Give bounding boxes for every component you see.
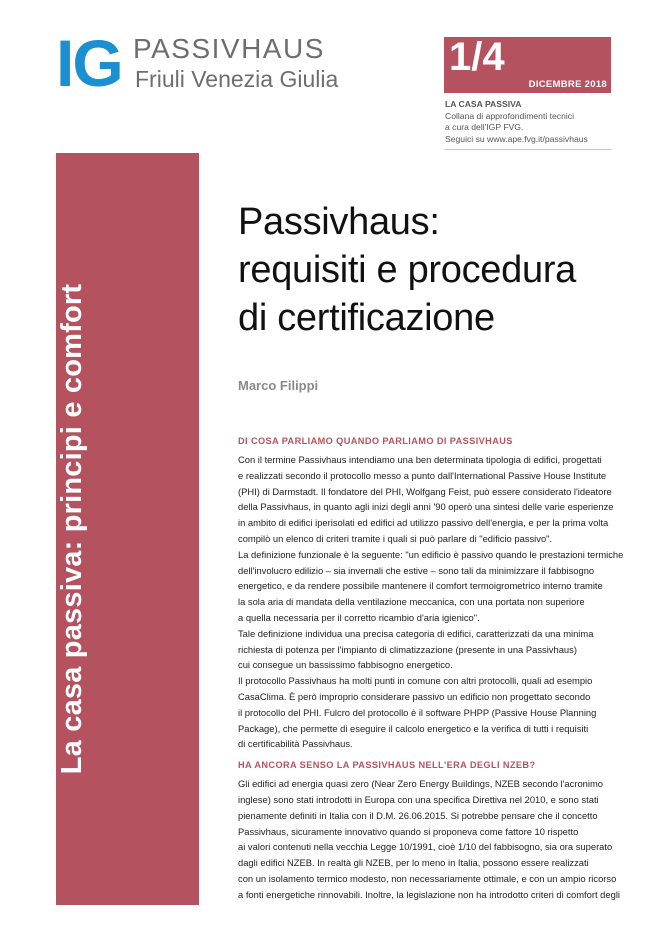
text-line: la sola aria di mandata della ventilazione meccanica, con una portata non superiore xyxy=(238,596,585,608)
article-title xyxy=(238,198,638,342)
article-title-line: requisiti e procedura xyxy=(238,249,577,291)
issue-number: 1/4 xyxy=(449,35,505,79)
text-line: a fonti energetiche rinnovabili. Inoltre, la legislazione non ha introdotto criteri di comfort degli xyxy=(238,888,620,900)
section-heading: DI COSA PARLIAMO QUANDO PARLIAMO DI PASSIVHAUS xyxy=(238,436,513,446)
text-line: (PHI) di Darmstadt. Il fondatore del PHI, Wolfgang Feist, può essere considerato l'ideatore xyxy=(238,485,612,497)
section-body xyxy=(238,452,624,752)
header-divider xyxy=(444,149,612,150)
text-line: e realizzati secondo il protocollo messo a punto dall'International Passive House Institute xyxy=(238,469,607,481)
series-website-link[interactable]: Seguici su www.ape.fvg.it/passivhaus xyxy=(445,133,588,144)
sidebar-vertical-title: La casa passiva: principi e comfort xyxy=(55,283,88,775)
text-line: Gli edifici ad energia quasi zero (Near Zero Energy Buildings, NZEB secondo l'acronimo xyxy=(238,778,603,790)
text-line: Con il termine Passivhaus intendiamo una ben determinata tipologia di edifici, progettati xyxy=(238,454,602,465)
text-line: energetico, e da rendere possibile mantenere il comfort termoigrometrico interno tramite xyxy=(238,580,603,592)
text-line: Passivhaus, sicuramente innovativo quando si proponeva come fattore 10 rispetto xyxy=(238,825,579,837)
text-line: in ambito di edifici iperisolati ed edifici ad utilizzo passivo dell'energia, e per la prima volta xyxy=(238,517,609,529)
text-line: inglese) sono stati introdotti in Europa con una specifica Direttiva nel 2010, e sono stati xyxy=(238,793,599,805)
text-line: dell'involucro edilizio – sia invernali che estive – sono tali da minimizzare il fabbisogno xyxy=(238,564,595,576)
series-line: a cura dell'IGP FVG. xyxy=(445,122,524,132)
series-title: LA CASA PASSIVA xyxy=(445,99,522,109)
article-body xyxy=(238,434,624,906)
logo-title: PASSIVHAUS xyxy=(133,33,325,64)
section-body xyxy=(238,776,624,902)
article-title-line: di certificazione xyxy=(238,297,495,339)
section-heading: HA ANCORA SENSO LA PASSIVHAUS NELL'ERA DEGLI NZEB? xyxy=(238,760,536,771)
text-line: ai valori contenuti nella vecchia Legge 10/1991, cioè 1/10 del fabbisogno, sia ora superato xyxy=(238,841,613,853)
text-line: dagli edifici NZEB. In realtà gli NZEB, per lo meno in Italia, possono essere realizzati xyxy=(238,857,589,869)
series-line: Collana di approfondimenti tecnici xyxy=(445,110,574,121)
text-line: La definizione funzionale è la seguente: "un edificio è passivo quando le prestazioni termiche xyxy=(238,548,624,560)
text-line: con un isolamento termico modesto, non necessariamente ottimale, e con un ampio ricorso xyxy=(238,872,617,884)
text-line: compilò un elenco di criteri tramite i quali si può parlare di "edificio passivo". xyxy=(238,532,553,544)
issue-date: DICEMBRE 2018 xyxy=(528,79,607,90)
text-line: Tale definizione individua una precisa categoria di edifici, caratterizzati da una minima xyxy=(238,627,594,639)
text-line: pienamente definiti in Italia con il D.M. 26.06.2015. Si potrebbe pensare che il concetto xyxy=(238,809,598,821)
text-line: CasaClima. È però improprio considerare passivo un edificio non progettato secondo xyxy=(238,690,591,702)
text-line: della Passivhaus, in quanto agli inizi degli anni '90 operò una sintesi delle varie esperienze xyxy=(238,501,614,513)
issue-badge xyxy=(444,37,611,93)
article-author: Marco Filippi xyxy=(238,378,319,393)
series-info xyxy=(445,99,588,145)
logo-mark: IG xyxy=(56,26,122,100)
text-line: di certificabilità Passivhaus. xyxy=(238,738,353,750)
text-line: cui consegue un bassissimo fabbisogno energetico. xyxy=(238,659,453,671)
article-title-line: Passivhaus: xyxy=(238,201,440,243)
logo-subtitle: Friuli Venezia Giulia xyxy=(135,66,339,92)
text-line: a quella necessaria per il corretto ricambio d'aria igienico". xyxy=(238,611,480,623)
text-line: Package), che permette di eseguire il calcolo energetico e la verifica di tutti i requisiti xyxy=(238,722,589,734)
text-line: richiesta di potenza per l'impianto di climatizzazione (presente in una Passivhaus) xyxy=(238,643,577,655)
text-line: Il protocollo Passivhaus ha molti punti in comune con altri protocolli, quali ad esempio xyxy=(238,675,593,687)
text-line: il protocollo del PHI. Fulcro del protocollo è il software PHPP (Passive House Planning xyxy=(238,706,597,718)
